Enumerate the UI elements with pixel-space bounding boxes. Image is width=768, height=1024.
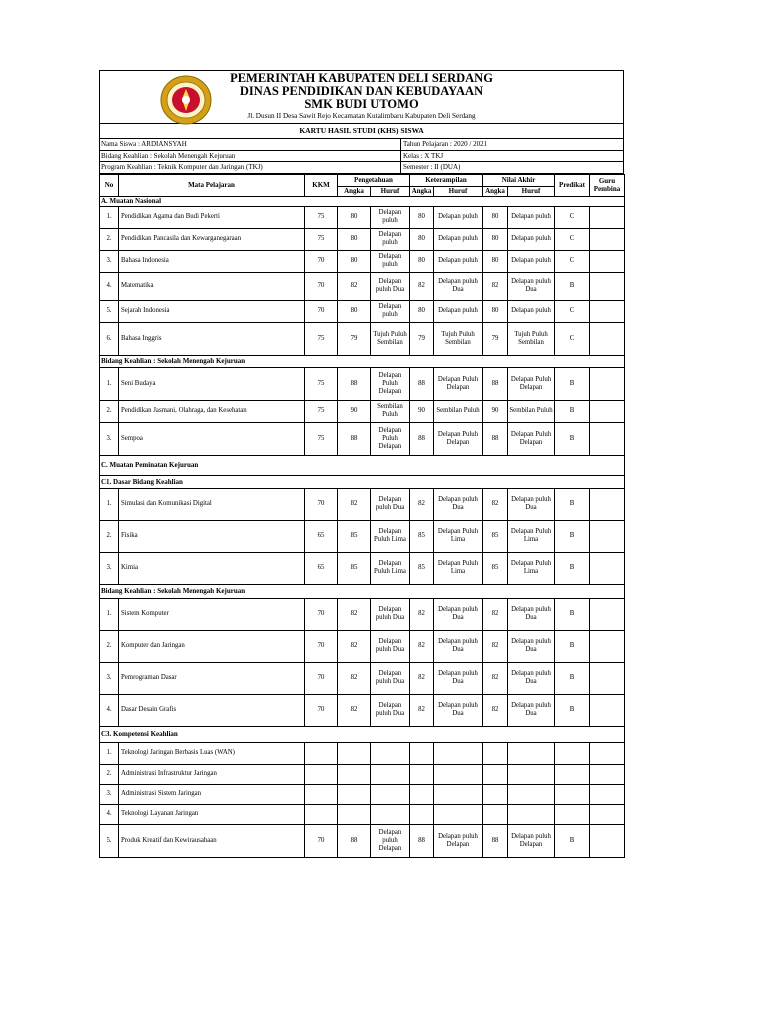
cell-pred <box>555 742 590 764</box>
section-header <box>100 196 625 206</box>
table-row <box>100 694 625 726</box>
cell-no: 3. <box>100 552 119 584</box>
section-header <box>100 726 625 742</box>
cell-n-a: 85 <box>483 520 508 552</box>
cell-pred: C <box>555 300 590 322</box>
cell-p-h <box>371 784 410 804</box>
cell-n-h: Delapan puluh Dua <box>508 694 555 726</box>
cell-guru <box>590 272 625 300</box>
cell-p-h: Delapan Puluh Lima <box>371 552 410 584</box>
cell-p-a <box>338 764 371 784</box>
cell-n-a <box>483 804 508 824</box>
cell-pred: B <box>555 598 590 630</box>
cell-pred: B <box>555 824 590 857</box>
cell-mapel: Administrasi Infrastruktur Jaringan <box>119 764 305 784</box>
col-predikat: Predikat <box>555 174 590 196</box>
cell-k-a: 79 <box>410 322 434 355</box>
cell-no: 1. <box>100 206 119 228</box>
cell-n-h: Delapan puluh <box>508 250 555 272</box>
cell-p-h <box>371 764 410 784</box>
cell-p-h <box>371 742 410 764</box>
cell-p-a: 80 <box>338 206 371 228</box>
cell-k-h: Delapan puluh Dua <box>434 488 483 520</box>
cell-kkm <box>305 784 338 804</box>
cell-mapel: Pendidikan Agama dan Budi Pekerti <box>119 206 305 228</box>
cell-no: 3. <box>100 422 119 455</box>
school-address: Jl. Dusun II Desa Sawit Rejo Kecamatan Kutalimbaru Kabupaten Deli Serdang <box>247 112 476 120</box>
cell-k-h: Delapan puluh Dua <box>434 598 483 630</box>
cell-mapel: Bahasa Indonesia <box>119 250 305 272</box>
cell-n-h: Delapan Puluh Delapan <box>508 367 555 400</box>
cell-guru <box>590 520 625 552</box>
cell-no: 5. <box>100 824 119 857</box>
cell-mapel: Sejarah Indonesia <box>119 300 305 322</box>
cell-n-h: Delapan puluh Dua <box>508 662 555 694</box>
cell-p-a: 80 <box>338 250 371 272</box>
table-row <box>100 552 625 584</box>
cell-p-h: Delapan Puluh Delapan <box>371 367 410 400</box>
table-row <box>100 824 625 857</box>
cell-p-h: Sembilan Puluh <box>371 400 410 422</box>
cell-k-h <box>434 784 483 804</box>
cell-k-a: 80 <box>410 300 434 322</box>
cell-p-h: Tujuh Puluh Sembilan <box>371 322 410 355</box>
cell-p-a: 82 <box>338 694 371 726</box>
cell-guru <box>590 322 625 355</box>
cell-k-h: Tujuh Puluh Sembilan <box>434 322 483 355</box>
table-row <box>100 272 625 300</box>
col-guru: Guru Pembina <box>590 174 625 196</box>
col-k-angka: Angka <box>410 186 434 196</box>
cell-kkm: 70 <box>305 662 338 694</box>
cell-guru <box>590 552 625 584</box>
cell-n-h: Delapan Puluh Lima <box>508 552 555 584</box>
cell-pred: B <box>555 520 590 552</box>
cell-no: 1. <box>100 488 119 520</box>
cell-k-h <box>434 742 483 764</box>
cell-k-h <box>434 804 483 824</box>
cell-no: 4. <box>100 272 119 300</box>
cell-pred: C <box>555 228 590 250</box>
cell-no: 2. <box>100 228 119 250</box>
cell-n-a: 88 <box>483 824 508 857</box>
cell-p-h: Delapan puluh Delapan <box>371 824 410 857</box>
cell-p-h: Delapan puluh Dua <box>371 598 410 630</box>
section-header <box>100 355 625 367</box>
cell-mapel: Pemrograman Dasar <box>119 662 305 694</box>
cell-guru <box>590 804 625 824</box>
cell-no: 1. <box>100 742 119 764</box>
cell-pred <box>555 784 590 804</box>
cell-p-a: 82 <box>338 662 371 694</box>
cell-guru <box>590 630 625 662</box>
cell-n-h: Delapan Puluh Delapan <box>508 422 555 455</box>
cell-no: 2. <box>100 630 119 662</box>
cell-guru <box>590 598 625 630</box>
cell-p-a: 82 <box>338 272 371 300</box>
govt-title: PEMERINTAH KABUPATEN DELI SERDANG <box>230 71 493 85</box>
cell-guru <box>590 300 625 322</box>
cell-guru <box>590 662 625 694</box>
table-row <box>100 367 625 400</box>
cell-p-a <box>338 804 371 824</box>
cell-mapel: Sistem Komputer <box>119 598 305 630</box>
cell-n-h: Delapan puluh Dua <box>508 272 555 300</box>
cell-p-h: Delapan Puluh Delapan <box>371 422 410 455</box>
cell-k-a: 90 <box>410 400 434 422</box>
table-row <box>100 228 625 250</box>
cell-p-h <box>371 804 410 824</box>
cell-k-a: 88 <box>410 824 434 857</box>
cell-pred: B <box>555 662 590 694</box>
school-year: Tahun Pelajaran : 2020 / 2021 <box>400 139 623 150</box>
col-n-angka: Angka <box>483 186 508 196</box>
cell-n-a: 82 <box>483 598 508 630</box>
cell-k-h: Delapan puluh Dua <box>434 694 483 726</box>
cell-n-a: 85 <box>483 552 508 584</box>
cell-guru <box>590 400 625 422</box>
cell-k-a: 85 <box>410 552 434 584</box>
cell-k-a: 80 <box>410 250 434 272</box>
cell-kkm: 65 <box>305 552 338 584</box>
cell-p-h: Delapan Puluh Lima <box>371 520 410 552</box>
table-row <box>100 250 625 272</box>
cell-k-a: 88 <box>410 367 434 400</box>
school-name: SMK BUDI UTOMO <box>304 97 419 111</box>
cell-no: 1. <box>100 598 119 630</box>
cell-n-a: 80 <box>483 300 508 322</box>
cell-n-h: Sembilan Puluh <box>508 400 555 422</box>
cell-p-a: 80 <box>338 300 371 322</box>
table-row <box>100 630 625 662</box>
cell-guru <box>590 764 625 784</box>
table-row <box>100 804 625 824</box>
cell-mapel: Administrasi Sistem Jaringan <box>119 784 305 804</box>
cell-kkm: 70 <box>305 694 338 726</box>
cell-k-a: 82 <box>410 598 434 630</box>
cell-no: 3. <box>100 250 119 272</box>
cell-kkm: 75 <box>305 422 338 455</box>
cell-k-a: 82 <box>410 488 434 520</box>
cell-k-a: 85 <box>410 520 434 552</box>
cell-n-a: 80 <box>483 228 508 250</box>
cell-k-h: Delapan puluh <box>434 300 483 322</box>
cell-mapel: Dasar Desain Grafis <box>119 694 305 726</box>
cell-n-a: 90 <box>483 400 508 422</box>
cell-n-h: Delapan puluh Dua <box>508 488 555 520</box>
grades-table <box>99 174 625 858</box>
cell-kkm: 70 <box>305 488 338 520</box>
student-info <box>99 139 624 174</box>
cell-kkm <box>305 742 338 764</box>
cell-kkm <box>305 804 338 824</box>
cell-kkm: 70 <box>305 300 338 322</box>
cell-n-a: 80 <box>483 206 508 228</box>
table-row <box>100 322 625 355</box>
cell-mapel: Seni Budaya <box>119 367 305 400</box>
cell-p-a: 82 <box>338 488 371 520</box>
section-header <box>100 584 625 598</box>
cell-mapel: Fisika <box>119 520 305 552</box>
cell-no: 2. <box>100 520 119 552</box>
col-k-huruf: Huruf <box>434 186 483 196</box>
cell-pred: B <box>555 552 590 584</box>
cell-p-h: Delapan puluh Dua <box>371 630 410 662</box>
cell-guru <box>590 694 625 726</box>
cell-k-h: Delapan Puluh Delapan <box>434 367 483 400</box>
cell-guru <box>590 367 625 400</box>
cell-n-a: 88 <box>483 422 508 455</box>
student-bidang: Bidang Keahlian : Sekolah Menengah Kejuruan <box>100 150 400 162</box>
cell-k-h: Sembilan Puluh <box>434 400 483 422</box>
cell-kkm: 70 <box>305 272 338 300</box>
cell-k-h: Delapan puluh <box>434 206 483 228</box>
cell-pred: B <box>555 367 590 400</box>
cell-mapel: Teknologi Layanan Jaringan <box>119 804 305 824</box>
cell-p-a: 80 <box>338 228 371 250</box>
col-n-huruf: Huruf <box>508 186 555 196</box>
section-title: C3. Kompetensi Keahlian <box>100 726 625 742</box>
cell-mapel: Teknologi Jaringan Berbasis Luas (WAN) <box>119 742 305 764</box>
cell-kkm: 65 <box>305 520 338 552</box>
student-program: Program Keahlian : Teknik Komputer dan Jaringan (TKJ) <box>100 161 400 173</box>
cell-mapel: Komputer dan Jaringan <box>119 630 305 662</box>
cell-n-a: 80 <box>483 250 508 272</box>
cell-n-h: Delapan puluh Dua <box>508 630 555 662</box>
cell-n-a: 82 <box>483 630 508 662</box>
cell-no: 4. <box>100 804 119 824</box>
col-mapel: Mata Pelajaran <box>119 174 305 196</box>
table-row <box>100 422 625 455</box>
cell-guru <box>590 422 625 455</box>
cell-guru <box>590 250 625 272</box>
section-title: Bidang Keahlian : Sekolah Menengah Kejuruan <box>100 584 625 598</box>
cell-p-h: Delapan puluh Dua <box>371 662 410 694</box>
cell-p-a <box>338 742 371 764</box>
section-header <box>100 455 625 475</box>
table-row <box>100 742 625 764</box>
cell-mapel: Pendidikan Jasmani, Olahraga, dan Kesehatan <box>119 400 305 422</box>
section-title: C. Muatan Peminatan Kejuruan <box>100 455 625 475</box>
cell-p-a: 88 <box>338 422 371 455</box>
cell-kkm: 70 <box>305 630 338 662</box>
cell-mapel: Kimia <box>119 552 305 584</box>
cell-guru <box>590 824 625 857</box>
cell-k-h: Delapan puluh Dua <box>434 630 483 662</box>
cell-k-h: Delapan Puluh Lima <box>434 552 483 584</box>
cell-mapel: Matematika <box>119 272 305 300</box>
cell-p-a: 82 <box>338 598 371 630</box>
table-row <box>100 662 625 694</box>
col-no: No <box>100 174 119 196</box>
cell-n-a: 88 <box>483 367 508 400</box>
student-name: Nama Siswa : ARDIANSYAH <box>101 140 187 148</box>
table-row <box>100 784 625 804</box>
cell-p-h: Delapan puluh Dua <box>371 694 410 726</box>
cell-kkm: 70 <box>305 250 338 272</box>
cell-no: 6. <box>100 322 119 355</box>
cell-p-a: 88 <box>338 367 371 400</box>
cell-mapel: Bahasa Inggris <box>119 322 305 355</box>
cell-k-a <box>410 764 434 784</box>
cell-mapel: Pendidikan Pancasila dan Kewarganegaraan <box>119 228 305 250</box>
cell-p-a: 82 <box>338 630 371 662</box>
col-nilai-akhir: Nilai Akhir <box>483 174 555 186</box>
cell-n-h: Delapan puluh <box>508 228 555 250</box>
cell-no: 5. <box>100 300 119 322</box>
cell-guru <box>590 488 625 520</box>
cell-pred <box>555 804 590 824</box>
cell-p-h: Delapan puluh <box>371 228 410 250</box>
cell-no: 4. <box>100 694 119 726</box>
cell-k-a: 82 <box>410 694 434 726</box>
cell-pred: B <box>555 400 590 422</box>
cell-n-a: 82 <box>483 662 508 694</box>
cell-k-a: 82 <box>410 662 434 694</box>
cell-n-h <box>508 784 555 804</box>
cell-p-a: 79 <box>338 322 371 355</box>
section-title: A. Muatan Nasional <box>100 196 625 206</box>
col-p-huruf: Huruf <box>371 186 410 196</box>
cell-kkm: 75 <box>305 228 338 250</box>
cell-n-a: 82 <box>483 272 508 300</box>
cell-pred: B <box>555 488 590 520</box>
cell-n-h: Delapan puluh Delapan <box>508 824 555 857</box>
table-row <box>100 206 625 228</box>
cell-n-h: Tujuh Puluh Sembilan <box>508 322 555 355</box>
table-row <box>100 400 625 422</box>
cell-guru <box>590 784 625 804</box>
cell-pred: B <box>555 272 590 300</box>
cell-k-h: Delapan puluh Dua <box>434 272 483 300</box>
cell-k-h: Delapan puluh <box>434 250 483 272</box>
cell-k-h: Delapan Puluh Lima <box>434 520 483 552</box>
cell-k-h: Delapan puluh Delapan <box>434 824 483 857</box>
cell-pred: B <box>555 630 590 662</box>
cell-guru <box>590 228 625 250</box>
cell-k-a: 80 <box>410 228 434 250</box>
cell-n-h <box>508 764 555 784</box>
cell-k-h <box>434 764 483 784</box>
cell-kkm: 75 <box>305 322 338 355</box>
cell-no: 2. <box>100 764 119 784</box>
cell-p-a <box>338 784 371 804</box>
cell-p-a: 85 <box>338 552 371 584</box>
card-title: KARTU HASIL STUDI (KHS) SISWA <box>99 123 624 139</box>
table-row <box>100 488 625 520</box>
office-title: DINAS PENDIDIKAN DAN KEBUDAYAAN <box>239 84 484 98</box>
cell-no: 1. <box>100 367 119 400</box>
cell-mapel: Produk Kreatif dan Kewirausahaan <box>119 824 305 857</box>
cell-n-h: Delapan puluh <box>508 300 555 322</box>
cell-no: 3. <box>100 662 119 694</box>
cell-kkm: 70 <box>305 824 338 857</box>
cell-kkm: 75 <box>305 400 338 422</box>
cell-n-h: Delapan puluh <box>508 206 555 228</box>
col-p-angka: Angka <box>338 186 371 196</box>
cell-kkm <box>305 764 338 784</box>
cell-k-a: 82 <box>410 272 434 300</box>
cell-kkm: 75 <box>305 367 338 400</box>
cell-pred: C <box>555 322 590 355</box>
cell-n-h <box>508 742 555 764</box>
cell-guru <box>590 206 625 228</box>
table-row <box>100 764 625 784</box>
cell-n-a: 82 <box>483 694 508 726</box>
cell-kkm: 75 <box>305 206 338 228</box>
section-title: Bidang Keahlian : Sekolah Menengah Kejuruan <box>100 355 625 367</box>
cell-pred: B <box>555 694 590 726</box>
cell-p-h: Delapan puluh Dua <box>371 488 410 520</box>
cell-k-a <box>410 742 434 764</box>
cell-n-a: 82 <box>483 488 508 520</box>
cell-k-a <box>410 784 434 804</box>
student-class: Kelas : X TKJ <box>400 150 623 162</box>
cell-no: 2. <box>100 400 119 422</box>
cell-p-h: Delapan puluh <box>371 206 410 228</box>
khs-sheet <box>99 70 624 858</box>
cell-p-h: Delapan puluh <box>371 300 410 322</box>
cell-n-a <box>483 764 508 784</box>
cell-k-a <box>410 804 434 824</box>
cell-n-h <box>508 804 555 824</box>
semester: Semester : II (DUA) <box>400 161 623 173</box>
cell-k-h: Delapan puluh <box>434 228 483 250</box>
col-pengetahuan: Pengetahuan <box>338 174 410 186</box>
cell-p-a: 90 <box>338 400 371 422</box>
cell-n-a: 79 <box>483 322 508 355</box>
cell-mapel: Sempoa <box>119 422 305 455</box>
table-row <box>100 598 625 630</box>
table-row <box>100 300 625 322</box>
cell-n-a <box>483 784 508 804</box>
cell-k-a: 82 <box>410 630 434 662</box>
cell-kkm: 70 <box>305 598 338 630</box>
col-keterampilan: Keterampilan <box>410 174 483 186</box>
cell-p-a: 85 <box>338 520 371 552</box>
col-kkm: KKM <box>305 174 338 196</box>
cell-pred: C <box>555 206 590 228</box>
cell-mapel: Simulasi dan Komunikasi Digital <box>119 488 305 520</box>
cell-pred: C <box>555 250 590 272</box>
section-header <box>100 475 625 488</box>
cell-p-a: 88 <box>338 824 371 857</box>
table-row <box>100 520 625 552</box>
letterhead <box>99 70 624 123</box>
cell-k-h: Delapan Puluh Delapan <box>434 422 483 455</box>
cell-n-h: Delapan Puluh Lima <box>508 520 555 552</box>
cell-k-a: 80 <box>410 206 434 228</box>
cell-p-h: Delapan puluh Dua <box>371 272 410 300</box>
cell-n-a <box>483 742 508 764</box>
cell-k-a: 88 <box>410 422 434 455</box>
cell-n-h: Delapan puluh Dua <box>508 598 555 630</box>
cell-guru <box>590 742 625 764</box>
cell-p-h: Delapan puluh <box>371 250 410 272</box>
cell-no: 3. <box>100 784 119 804</box>
cell-k-h: Delapan puluh Dua <box>434 662 483 694</box>
cell-pred: B <box>555 422 590 455</box>
cell-pred <box>555 764 590 784</box>
section-title: C1. Dasar Bidang Keahlian <box>100 475 625 488</box>
